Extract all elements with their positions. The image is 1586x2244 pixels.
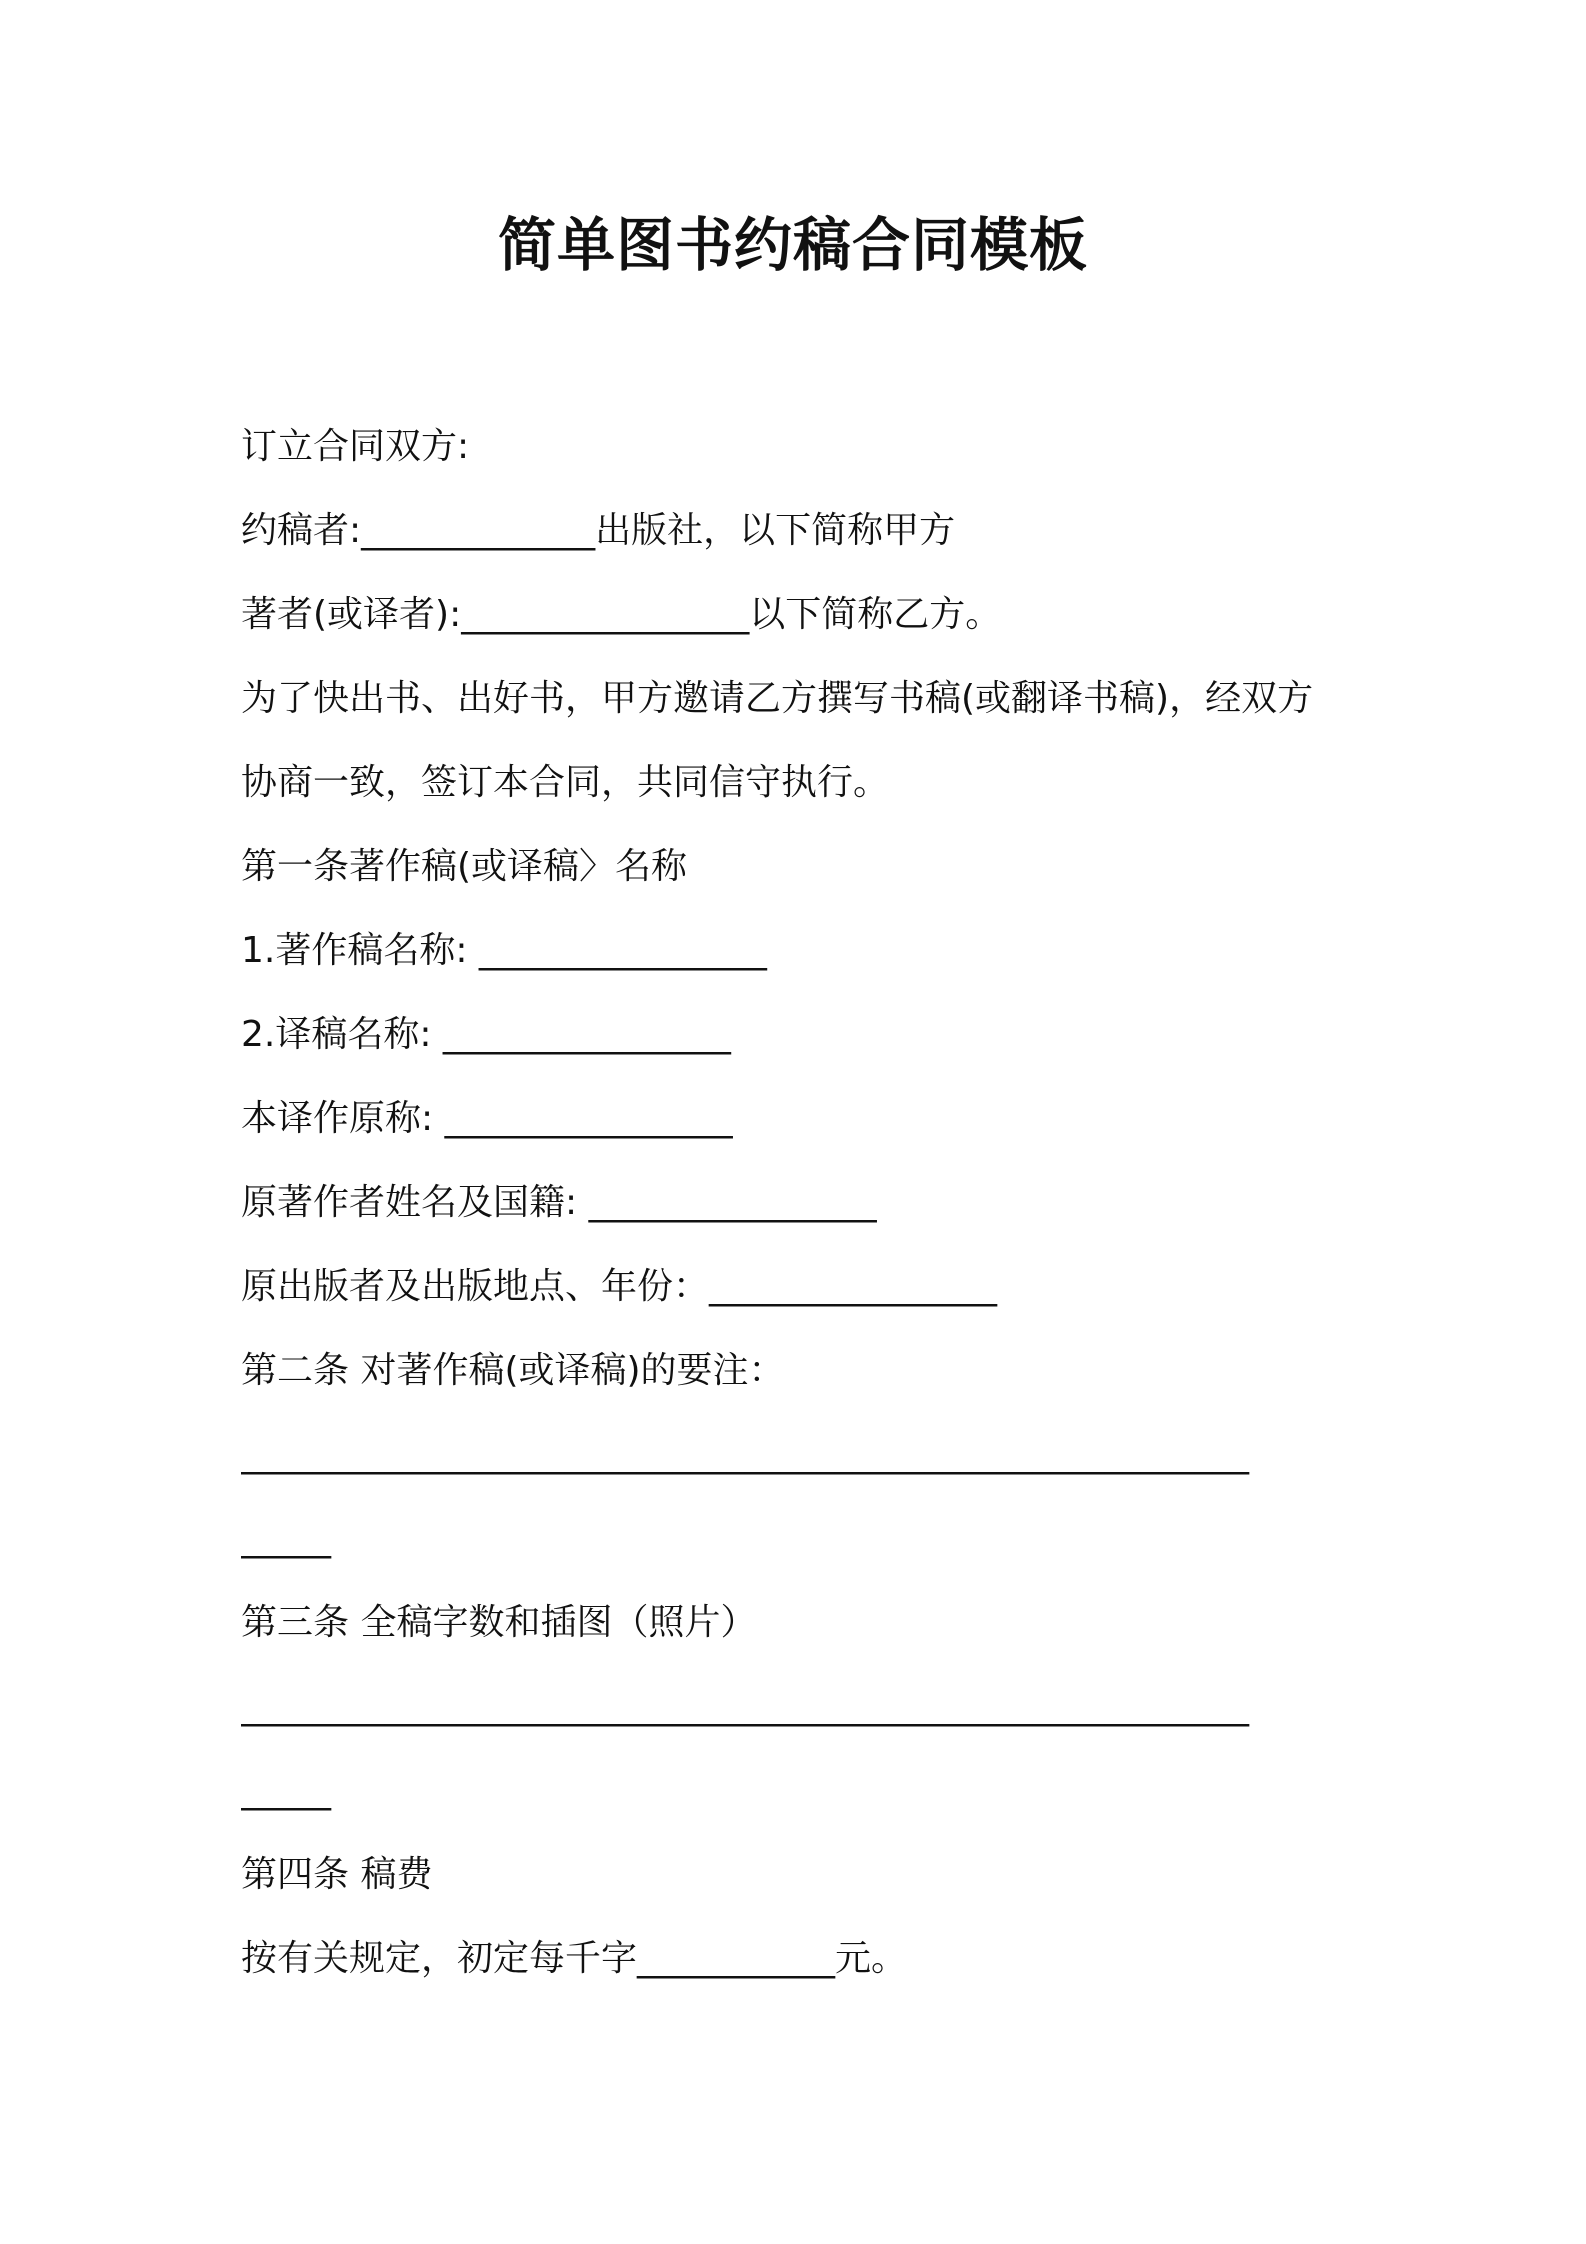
article-2-blank-line-1: ________________________________________________________ [241,1434,1249,1475]
original-title-field: 本译作原称: ________________ [241,1098,733,1139]
original-publisher-field: 原出版者及出版地点、年份：________________ [241,1266,998,1307]
article-2-blank-line-2: _____ [241,1518,331,1559]
author-line: 著者(或译者):________________以下简称乙方。 [241,594,1002,635]
preamble-line-2: 协商一致，签订本合同，共同信守执行。 [241,762,890,803]
parties-heading: 订立合同双方: [241,426,470,467]
article-3-heading: 第三条 全稿字数和插图（照片） [241,1602,757,1643]
document-title: 简单图书约稿合同模板 [497,211,1088,279]
original-author-field: 原著作者姓名及国籍: ________________ [241,1182,877,1223]
commissioner-line: 约稿者:_____________出版社，以下简称甲方 [241,510,956,551]
article-1-heading: 第一条著作稿(或译稿〉名称 [241,846,688,887]
article-2-heading: 第二条 对著作稿(或译稿)的要注： [241,1350,785,1391]
work-title-field: 1.著作稿名称: ________________ [241,930,767,971]
preamble-line-1: 为了快出书、出好书，甲方邀请乙方撰写书稿(或翻译书稿)，经双方 [241,678,1314,719]
article-3-blank-line-2: _____ [241,1770,331,1811]
fee-line: 按有关规定，初定每千字___________元。 [241,1938,908,1979]
article-4-heading: 第四条 稿费 [241,1854,433,1895]
article-3-blank-line-1: ________________________________________________________ [241,1686,1249,1727]
document-body [241,405,1371,2001]
translation-title-field: 2.译稿名称: ________________ [241,1014,731,1055]
